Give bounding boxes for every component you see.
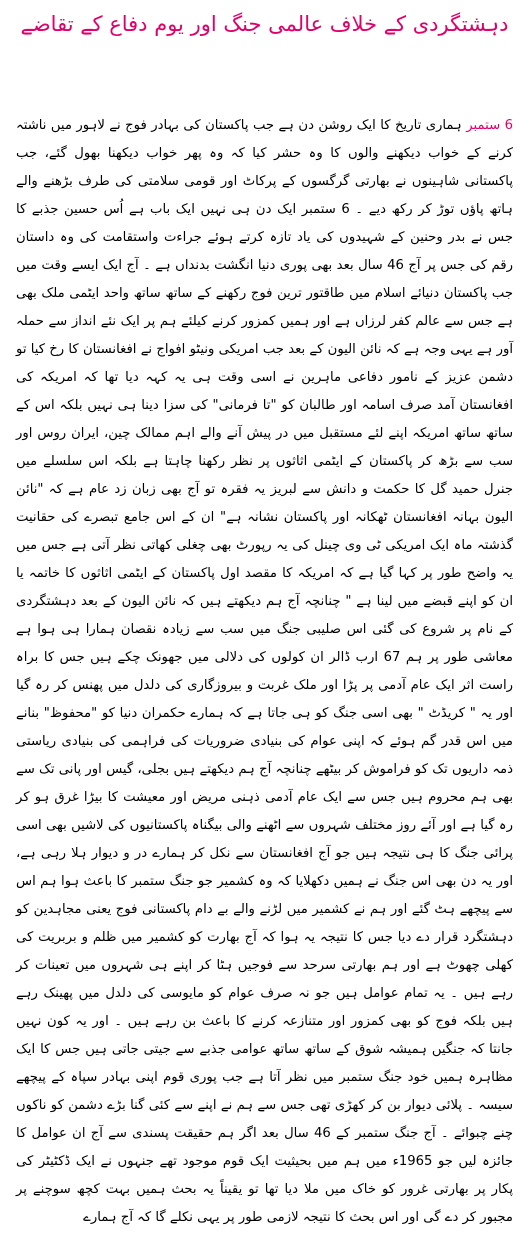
paragraph (16, 112, 513, 1232)
article-title-text: دہشتگردی کے خلاف عالمی جنگ اور یوم دفاع کے تقاضے (20, 12, 509, 36)
paragraph-text: ہماری تاریخ کا ایک روشن دن ہے جب پاکستان کی بہادر فوج نے لاہور میں ناشتہ کرنے کے خواب دیکھنے والوں کا وہ حشر کیا کہ وہ پھر خواب دیکھنا بھول گئے، جب پاکستانی شاہینوں نے بھارتی گرگسوں کے پرکاٹ اور قومی سلامتی کی طرف بڑھنے والے ہاتھ پاؤں توڑ کر رکھ دیے ۔ 6 ستمبر ایک دن ہی نہیں ایک باب ہے اُس حسین جذبے کا جس نے بدر وحنین کے شہیدوں کی یاد تازہ کرتے ہوئے جراءت واستقامت کی وہ داستان رقم کی جس پر آج 46 سال بعد بھی پوری دنیا انگشت بدنداں ہے ۔ آج ایک ایسے وقت میں جب پاکستان دنیائے اسلام میں طاقتور ترین فوج رکھنے کے ساتھ ساتھ واحد ایٹمی ملک بھی ہے جس سے عالم کفر لرزاں ہے اور ہمیں کمزور کرنے کیلئے ہم پر ایک نئے انداز سے حملہ آور ہے یہی وجہ ہے کہ نائن الیون کے بعد جب امریکی ونیٹو افواج نے افغانستان کا رخ کیا تو دشمن عزیز کے نامور دفاعی ماہرین نے اسی وقت ہی یہ کہہ دیا تھا کہ امریکہ کی افغانستان آمد صرف اسامہ اور طالبان کو "تا فرمانی" کی سزا دینا ہی نہیں بلکہ اس کے ساتھ ساتھ امریکہ اپنے لئے مستقبل میں در پیش آنے والے اہم ممالک چین، ایران روس اور سب سے بڑھ کر پاکستان کے ایٹمی اثاثوں پر نظر رکھنا چاہتا ہے بلکہ اس سلسلے میں جنرل حمید گل کا حکمت و دانش سے لبریز یہ فقرہ تو آج بھی زبان زد عام ہے کہ "نائن الیون بہانہ افغانستان ٹھکانہ اور پاکستان نشانہ ہے" ان کے اس جامع تبصرے کی حقانیت گذشتہ ماہ ایک امریکی ٹی وی چینل کی یہ رپورٹ بھی چغلی کھاتی نظر آتی ہے جس میں یہ واضح طور پر کہا گیا ہے کہ امریکہ کا مقصد اول پاکستان کے ایٹمی اثاثوں کا خاتمہ یا ان کو اپنے قبضے میں لینا ہے " چنانچہ آج ہم دیکھتے ہیں کہ نائن الیون کے بعد دہشتگردی کے نام پر شروع کی گئی اس صلیبی جنگ میں سب سے زیادہ نقصان ہمارا ہی ہوا ہے معاشی طور پر ہم 67 ارب ڈالر ان کولوں کی دلالی میں جھونک چکے ہیں جس کا براہ راست اثر ایک عام آدمی پر پڑا اور ملک غربت و بیروزگاری کی دلدل میں پھنس کر رہ گیا اور یہ " کریڈٹ " بھی اسی جنگ کو ہی جاتا ہے کہ ہمارے حکمران دنیا کو "محفوظ" بنانے میں اس قدر گم ہوئے کہ اپنی عوام کی بنیادی ضروریات کی فراہمی کی بنیادی ریاستی ذمہ داریوں تک کو فراموش کر بیٹھے چنانچہ آج ہم دیکھتے ہیں بجلی، گیس اور پانی تک سے بھی ہم محروم ہیں جس سے ایک عام آدمی ذہنی مریض اور معیشت کا بیڑا غرق ہو کر رہ گیا ہے اور آئے روز مختلف شہروں سے اٹھنے والی بیگناہ پاکستانیوں کی لاشیں بھی اسی پرائی جنگ کا ہی نتیجہ ہیں جو آج افغانستان سے نکل کر ہمارے در و دیوار ہلا رہی ہے، اور یہ دن بھی اس جنگ نے ہمیں دکھلایا کہ وہ کشمیر جو جنگ ستمبر کا باعث ہوا ہم اس سے پیچھے ہٹ گئے اور ہم نے کشمیر میں لڑنے والے بے دام پاکستانی فوج یعنی مجاہدین کو دہشتگرد قرار دے دیا جس کا نتیجہ یہ ہوا کہ آج بھارت کو کشمیر میں ظلم و بربریت کی کھلی چھوٹ ہے اور ہم بھارتی سرحد سے فوجیں ہٹا کر اپنے ہی شہروں میں تعینات کر رہے ہیں ۔ یہ تمام عوامل ہیں جو نہ صرف عوام کو مایوسی کی دلدل میں پھینک رہے ہیں بلکہ فوج کو بھی کمزور اور متنازعہ کرنے کا باعث بن رہے ہیں ۔ اور یہ کون نہیں جانتا کہ جنگیں ہمیشہ شوق کے ساتھ ساتھ عوامی جذبے سے جیتی جاتی ہیں جس کا ایک مظاہرہ ہمیں خود جنگ ستمبر میں نظر آتا ہے جب پوری قوم اپنی بہادر سپاہ کے پیچھے سیسہ ۔ پلائی دیوار بن کر کھڑی تھی جس سے ہم نے اپنے سے کئی گنا بڑے دشمن کو ناکوں چنے چبوائے ۔ آج جنگ ستمبر کے 46 سال بعد اگر ہم حقیقت پسندی سے آج ان عوامل کا جائزہ لیں جو 1965ء میں ہم میں بحیثیت ایک قوم موجود تھے جنہوں نے ایک ڈکٹیٹر کی پکار پر بھارتی غرور کو خاک میں ملا دیا تھا تو یقیناً یہ بحث ہمیں بہت کچھ سوچنے پر مجبور کر دے گی اور اس بحث کا نتیجہ لازمی طور پر یہی نکلے گا کہ آج ہمارے (16, 118, 514, 1225)
article-body (16, 112, 513, 1232)
article-title (0, 4, 529, 44)
date-highlight: 6 ستمبر (466, 118, 513, 133)
